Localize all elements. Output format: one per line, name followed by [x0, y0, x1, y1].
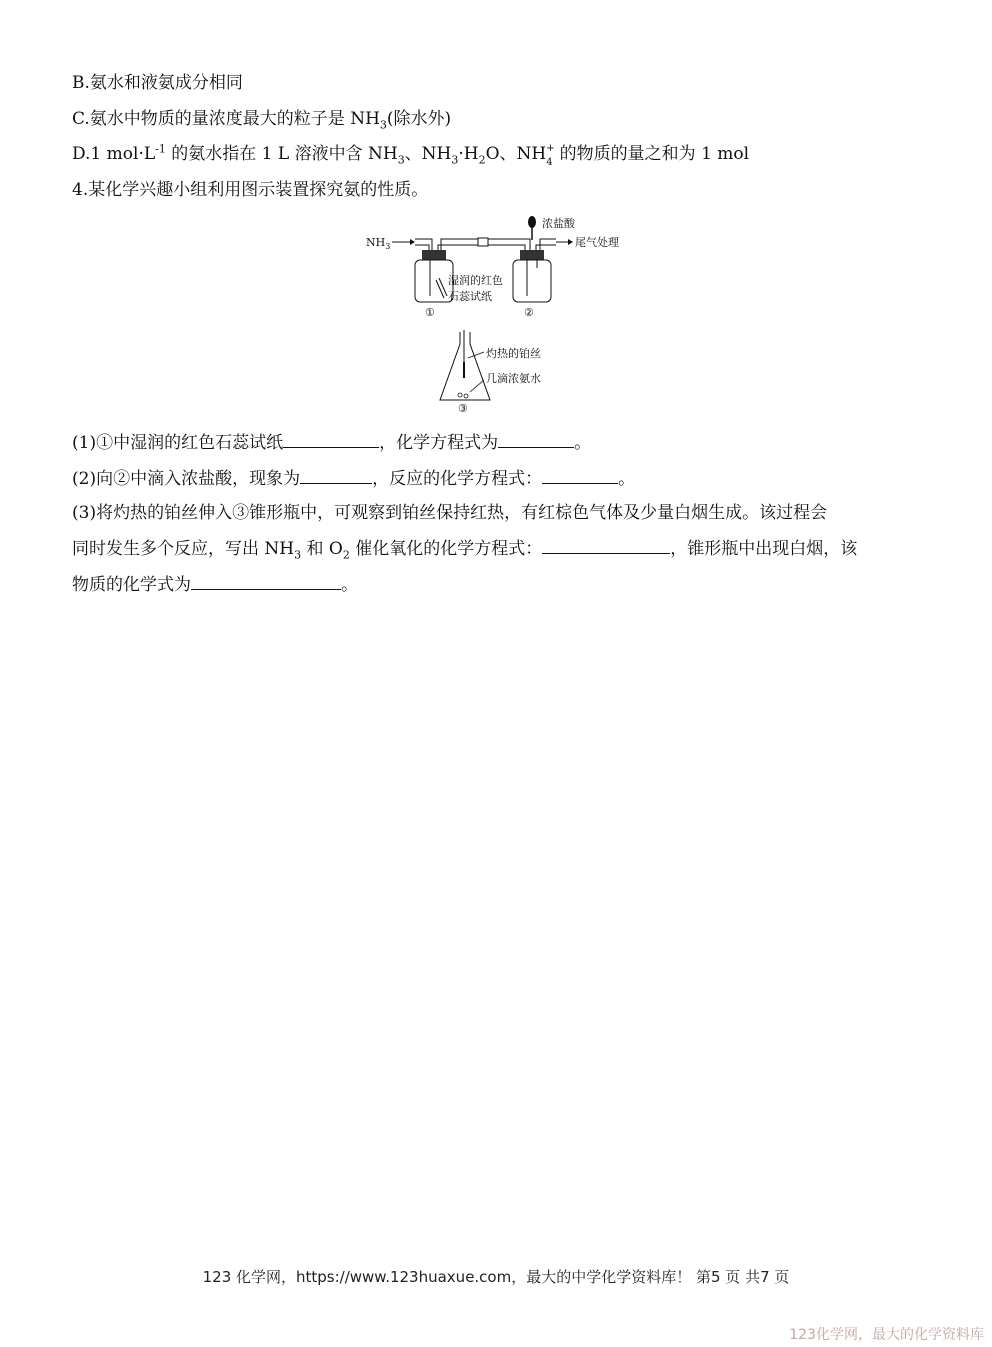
- answer-blank[interactable]: [300, 467, 372, 484]
- wet-paper-label-1: 湿润的红色: [448, 274, 503, 287]
- option-d: D.1 $mol\cdot L^{-1}$ 的氨水指在 1 L 溶液中含 $NH_3$、$NH_3\cdot H_2O$、NH + 4 的物质的量之和为 1 mol: [72, 142, 750, 168]
- bottle-1-label: ①: [425, 306, 435, 319]
- answer-blank[interactable]: [283, 431, 379, 448]
- stopper-1-icon: [422, 250, 446, 260]
- answer-blank[interactable]: [542, 467, 618, 484]
- option-c: C.氨水中物质的量浓度最大的粒子是 $NH_3$(除水外): [72, 109, 452, 132]
- bottle-2-label: ②: [524, 306, 534, 319]
- question-4-3-line-2: 同时发生多个反应，写出 $NH_3$ 和 $O_2$ 催化氧化的化学方程式： ，锥形瓶中出现白烟，该: [72, 539, 858, 562]
- nh3-label: $NH_3$: [366, 236, 391, 251]
- answer-blank[interactable]: [191, 573, 341, 590]
- question-4-3-line-1: (3)将灼热的铂丝伸入③锥形瓶中，可观察到铂丝保持红热，有红棕色气体及少量白烟生成。该过程会: [72, 503, 828, 523]
- answer-blank[interactable]: [498, 431, 574, 448]
- watermark: 123化学网，最大的化学资料库: [789, 1327, 984, 1343]
- question-4-2: (2)向②中滴入浓盐酸，现象为 ，反应的化学方程式： 。: [72, 469, 636, 489]
- tail-gas-label: 尾气处理: [575, 236, 619, 249]
- bottle-2: [513, 260, 551, 302]
- question-4-3-line-3: 物质的化学式为 。: [72, 575, 358, 595]
- hot-pt-label: 灼热的铂丝: [486, 347, 541, 360]
- conc-hcl-label: 浓盐酸: [542, 217, 575, 230]
- wet-paper-label-2: 石蕊试纸: [448, 290, 492, 303]
- apparatus-diagram: [360, 212, 640, 418]
- page-footer: 123 化学网，https://www.123huaxue.com，最大的中学化学资料库！ 第5 页 共7 页: [202, 1268, 790, 1286]
- flask-3-label: ③: [458, 402, 468, 415]
- question-4-title: 4.某化学兴趣小组利用图示装置探究氨的性质。: [72, 180, 429, 200]
- stopper-2-icon: [520, 250, 544, 260]
- option-b: B.氨水和液氨成分相同: [72, 73, 243, 93]
- few-drops-label: 几滴浓氨水: [486, 372, 541, 385]
- answer-blank[interactable]: [542, 537, 670, 554]
- dropper-bulb-icon: [528, 216, 536, 228]
- question-4-1: (1)①中湿润的红色石蕊试纸 ，化学方程式为 。: [72, 433, 592, 453]
